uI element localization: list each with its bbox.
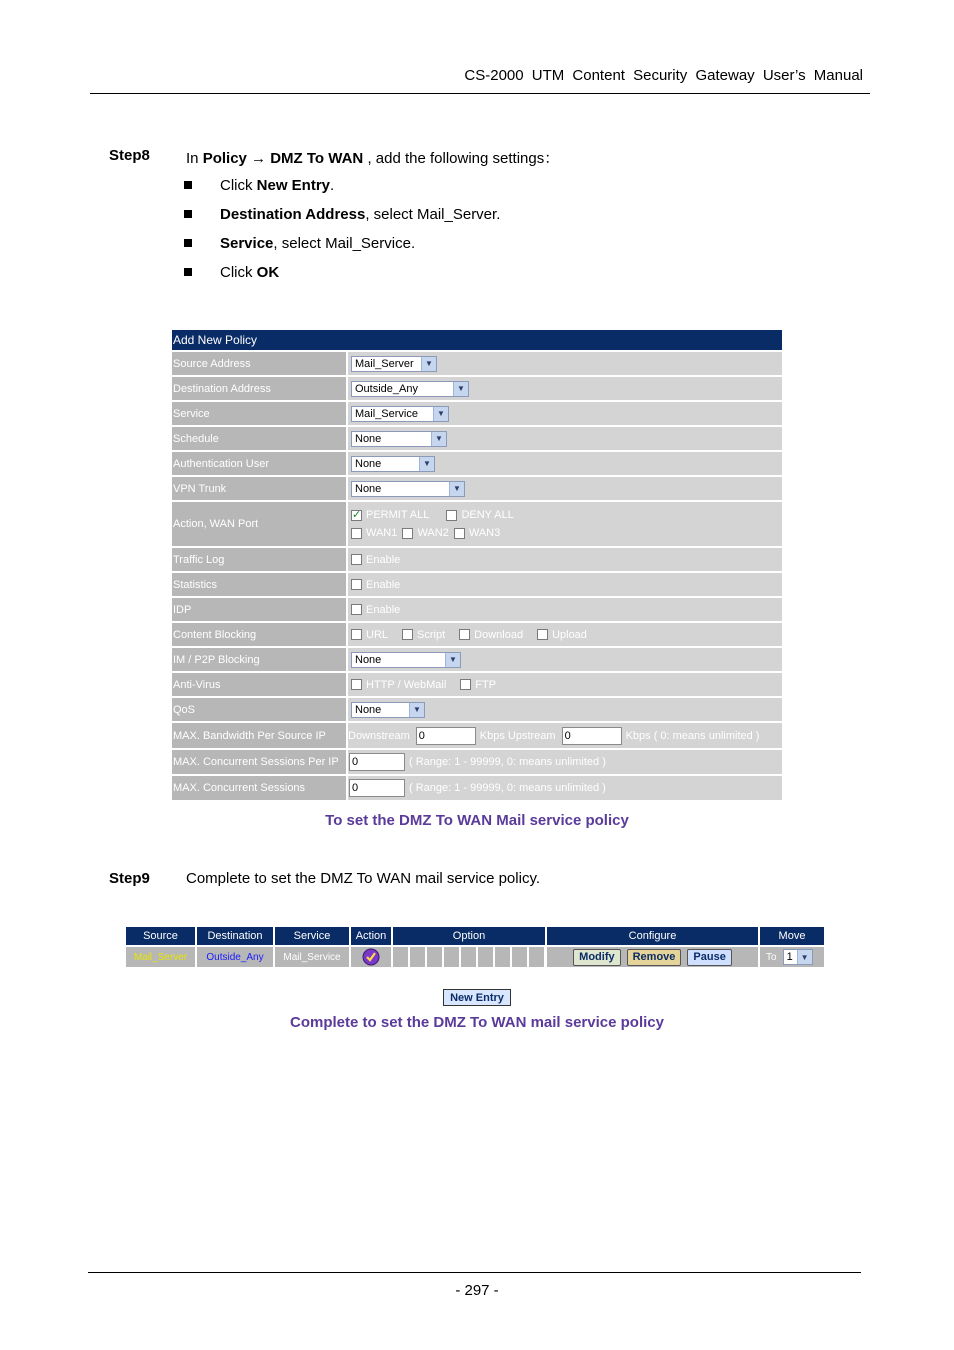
- chevron-down-icon: ▼: [449, 482, 464, 496]
- destination-address-select[interactable]: Outside_Any ▼: [351, 381, 469, 397]
- step8-path-dmz: DMZ To WAN: [270, 150, 364, 167]
- option-slot: [410, 947, 425, 967]
- service-row: [172, 402, 782, 425]
- source-link[interactable]: Mail_Server: [126, 947, 195, 967]
- chevron-down-icon: ▼: [421, 357, 436, 371]
- service-label: Service: [172, 402, 346, 425]
- bullet-square-icon: [184, 181, 192, 189]
- vpn-trunk-label: VPN Trunk: [172, 477, 346, 500]
- max-sessions-row: MAX. Concurrent Sessions 0 ( Range: 1 - 99999, 0: means unlimited ): [172, 776, 782, 800]
- permit-icon: [362, 948, 380, 966]
- step8-instruction: [186, 147, 559, 168]
- move-cell: [760, 947, 824, 967]
- statistics-checkbox[interactable]: [351, 579, 362, 590]
- max-sessions-per-ip-row: MAX. Concurrent Sessions Per IP 0 ( Range: 1 - 99999, 0: means unlimited ): [172, 750, 782, 774]
- qos-label: QoS: [172, 698, 346, 721]
- step9-text: Complete to set the DMZ To WAN mail service policy.: [186, 870, 540, 887]
- bullet-item: Click New Entry.: [184, 177, 334, 194]
- im-p2p-label: IM / P2P Blocking: [172, 648, 346, 671]
- permit-all-checkbox[interactable]: [351, 510, 362, 521]
- chevron-down-icon: ▼: [797, 950, 812, 964]
- figure-caption: To set the DMZ To WAN Mail service policy: [325, 812, 629, 829]
- upload-checkbox[interactable]: [537, 629, 548, 640]
- destination-address-label: Destination Address: [172, 377, 346, 400]
- script-checkbox[interactable]: [402, 629, 413, 640]
- arrow-icon: →: [251, 150, 267, 167]
- policy-list-table: [126, 927, 830, 967]
- table-header: [126, 927, 830, 945]
- bullet-item: Destination Address, select Mail_Server.: [184, 206, 500, 223]
- max-bandwidth-label: MAX. Bandwidth Per Source IP: [172, 723, 346, 748]
- option-slot: [444, 947, 459, 967]
- max-sessions-per-ip-label: MAX. Concurrent Sessions Per IP: [172, 750, 346, 774]
- bullet-square-icon: [184, 210, 192, 218]
- destination-address-row: [172, 377, 782, 400]
- footer-rule: [88, 1272, 861, 1273]
- schedule-select[interactable]: None ▼: [351, 431, 447, 447]
- option-slot: [495, 947, 510, 967]
- vpn-trunk-row: [172, 477, 782, 500]
- figure-caption: Complete to set the DMZ To WAN mail service policy: [290, 1014, 664, 1031]
- download-checkbox[interactable]: [459, 629, 470, 640]
- option-slot: [478, 947, 493, 967]
- chevron-down-icon: ▼: [431, 432, 446, 446]
- col-configure: Configure: [547, 927, 758, 945]
- col-move: Move: [760, 927, 824, 945]
- col-option: Option: [393, 927, 545, 945]
- anti-virus-label: Anti-Virus: [172, 673, 346, 696]
- idp-label: IDP: [172, 598, 346, 621]
- max-sessions-label: MAX. Concurrent Sessions: [172, 776, 346, 800]
- authentication-user-label: Authentication User: [172, 452, 346, 475]
- source-address-row: [172, 352, 782, 375]
- action-wan-row: Action, WAN Port ✓PERMIT ALL DENY ALL WAN1 WAN2 WAN3: [172, 502, 782, 546]
- qos-row: [172, 698, 782, 721]
- configure-cell: [547, 947, 758, 967]
- move-to-label: To: [766, 951, 777, 963]
- traffic-log-label: Traffic Log: [172, 548, 346, 571]
- chevron-down-icon: ▼: [409, 703, 424, 717]
- bullet-item: Service, select Mail_Service.: [184, 235, 415, 252]
- step8-suffix: , add the following settings：: [367, 150, 560, 167]
- action-cell: [351, 947, 391, 967]
- modify-button[interactable]: Modify: [573, 949, 620, 966]
- option-slot: [529, 947, 544, 967]
- bullet-square-icon: [184, 239, 192, 247]
- max-sessions-per-ip-input[interactable]: 0: [349, 753, 405, 771]
- upstream-input[interactable]: 0: [562, 727, 622, 745]
- max-bandwidth-row: MAX. Bandwidth Per Source IP Downstream 0 Kbps Upstream 0 Kbps ( 0: means unlimited ): [172, 723, 782, 748]
- option-slot: [393, 947, 408, 967]
- table-row: [126, 947, 830, 967]
- action-wan-label: Action, WAN Port: [172, 502, 346, 546]
- chevron-down-icon: ▼: [445, 653, 460, 667]
- authentication-user-row: [172, 452, 782, 475]
- url-checkbox[interactable]: [351, 629, 362, 640]
- header-rule: [90, 93, 870, 94]
- content-blocking-row: Content Blocking URL Script Download Upload: [172, 623, 782, 646]
- idp-row: IDP Enable: [172, 598, 782, 621]
- im-p2p-select[interactable]: None ▼: [351, 652, 461, 668]
- step8-in: In: [186, 150, 199, 167]
- add-new-policy-form: [172, 330, 782, 802]
- idp-checkbox[interactable]: [351, 604, 362, 615]
- option-slot: [512, 947, 527, 967]
- option-slot: [427, 947, 442, 967]
- chevron-down-icon: ▼: [453, 382, 468, 396]
- im-p2p-row: [172, 648, 782, 671]
- wan3-checkbox[interactable]: [454, 528, 465, 539]
- statistics-label: Statistics: [172, 573, 346, 596]
- page-number: - 297 -: [455, 1282, 499, 1299]
- schedule-row: [172, 427, 782, 450]
- step8-path-policy: Policy: [202, 150, 247, 167]
- chevron-down-icon: ▼: [433, 407, 448, 421]
- manual-title: CS-2000 UTM Content Security Gateway User’s Manual: [464, 67, 863, 84]
- bullet-item: Click OK: [184, 264, 279, 281]
- anti-virus-row: Anti-Virus HTTP / WebMail FTP: [172, 673, 782, 696]
- max-sessions-input[interactable]: 0: [349, 779, 405, 797]
- qos-select[interactable]: None ▼: [351, 702, 425, 718]
- ftp-checkbox[interactable]: [460, 679, 471, 690]
- col-action: Action: [351, 927, 391, 945]
- downstream-input[interactable]: 0: [416, 727, 476, 745]
- chevron-down-icon: ▼: [419, 457, 434, 471]
- traffic-log-row: Traffic Log Enable: [172, 548, 782, 571]
- traffic-log-checkbox[interactable]: [351, 554, 362, 565]
- remove-button[interactable]: Remove: [627, 949, 682, 966]
- new-entry-button[interactable]: New Entry: [443, 989, 511, 1006]
- pause-button[interactable]: Pause: [687, 949, 731, 966]
- content-blocking-label: Content Blocking: [172, 623, 346, 646]
- deny-all-checkbox[interactable]: [446, 510, 457, 521]
- step8-label: Step8: [109, 147, 150, 164]
- bullet-square-icon: [184, 268, 192, 276]
- option-slot: [461, 947, 476, 967]
- statistics-row: Statistics Enable: [172, 573, 782, 596]
- col-source: Source: [126, 927, 195, 945]
- http-webmail-checkbox[interactable]: [351, 679, 362, 690]
- source-address-label: Source Address: [172, 352, 346, 375]
- move-to-select[interactable]: 1 ▼: [783, 949, 813, 965]
- source-address-select[interactable]: Mail_Server ▼: [351, 356, 437, 372]
- wan1-checkbox[interactable]: [351, 528, 362, 539]
- option-cell: [393, 947, 545, 967]
- authentication-user-select[interactable]: None ▼: [351, 456, 435, 472]
- destination-link[interactable]: Outside_Any: [197, 947, 273, 967]
- wan2-checkbox[interactable]: [402, 528, 413, 539]
- col-service: Service: [275, 927, 349, 945]
- step9-label: Step9: [109, 870, 150, 887]
- form-title: Add New Policy: [172, 330, 782, 350]
- service-cell: Mail_Service: [275, 947, 349, 967]
- vpn-trunk-select[interactable]: None ▼: [351, 481, 465, 497]
- col-destination: Destination: [197, 927, 273, 945]
- schedule-label: Schedule: [172, 427, 346, 450]
- service-select[interactable]: Mail_Service ▼: [351, 406, 449, 422]
